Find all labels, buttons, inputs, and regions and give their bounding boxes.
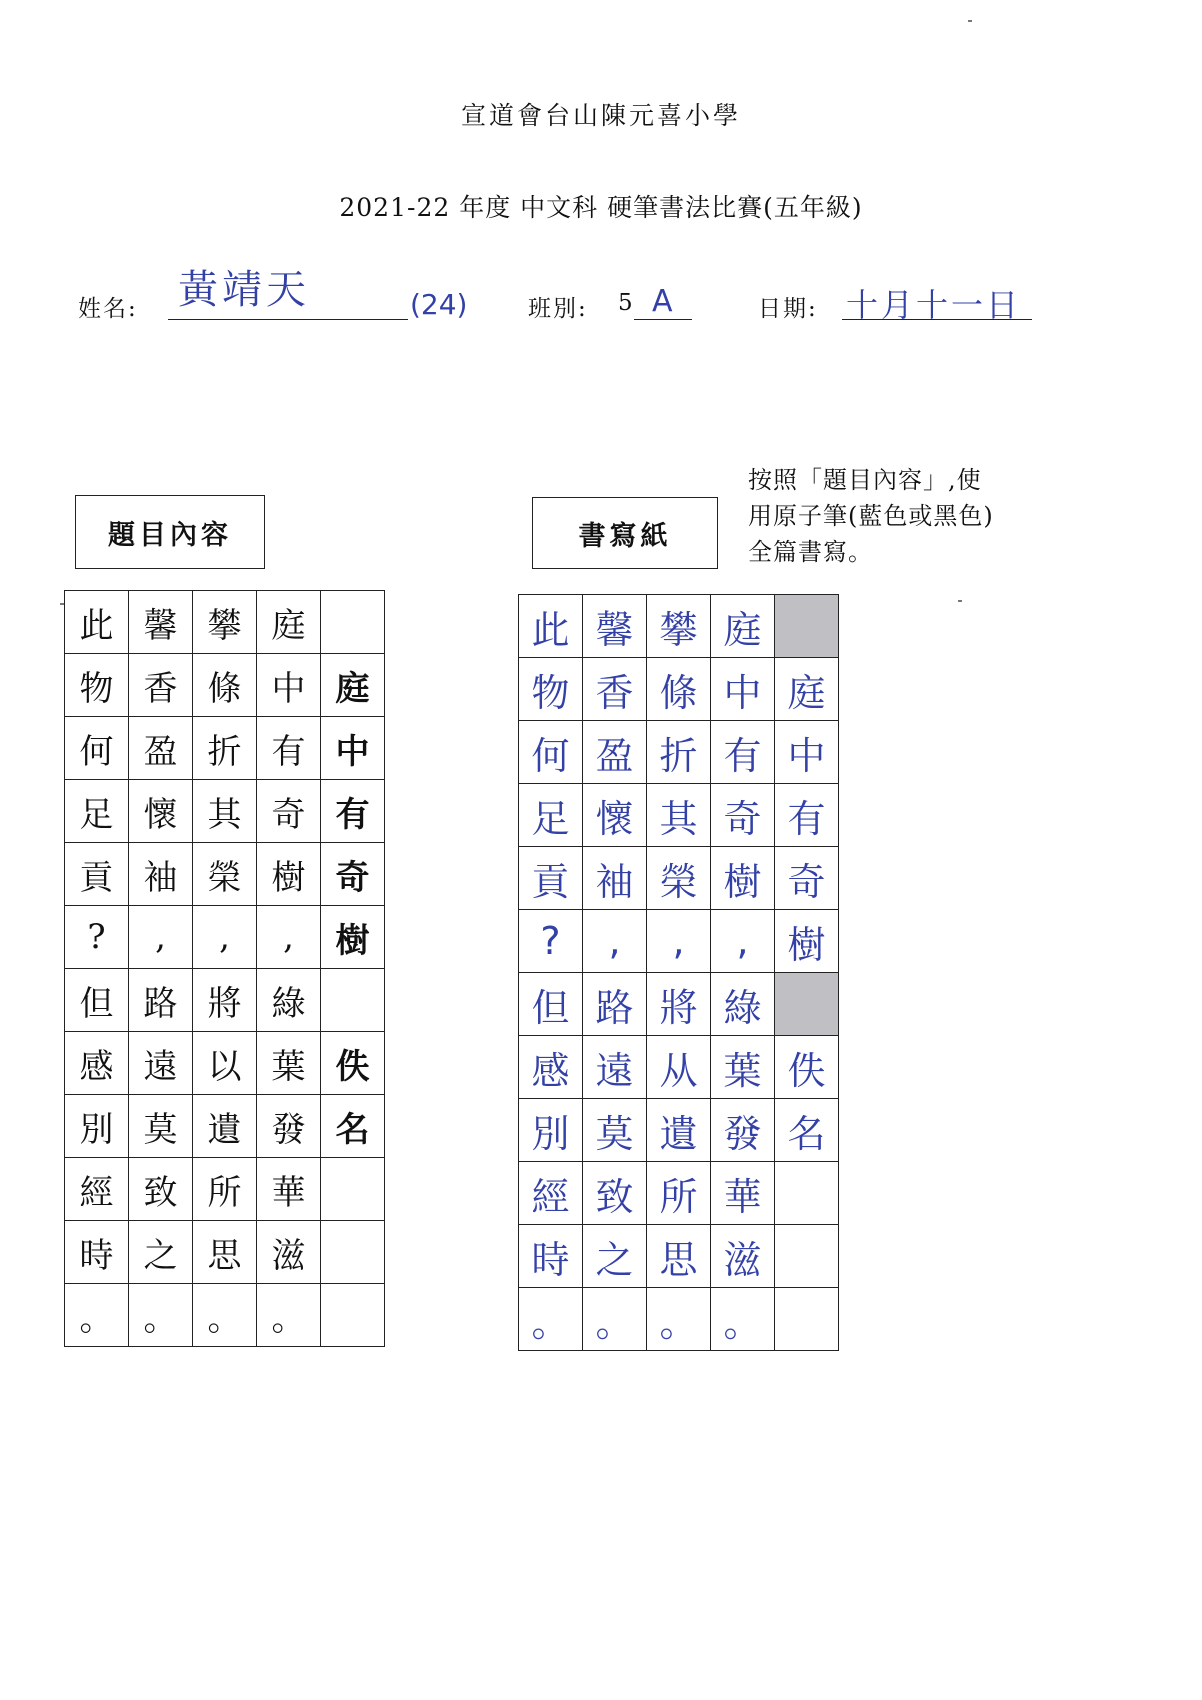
grid-cell: 。	[65, 1284, 129, 1347]
grid-cell	[775, 973, 839, 1036]
grid-cell: ,	[711, 910, 775, 973]
grid-cell: 。	[129, 1284, 193, 1347]
grid-cell: 榮	[193, 843, 257, 906]
grid-cell: 攀	[193, 591, 257, 654]
grid-row	[65, 717, 385, 780]
grid-row	[65, 591, 385, 654]
grid-cell: 將	[647, 973, 711, 1036]
school-name: 宣道會台山陳元喜小學	[460, 101, 741, 130]
grid-cell: 。	[647, 1288, 711, 1351]
grid-cell: 奇	[775, 847, 839, 910]
grid-row	[519, 1288, 839, 1351]
grid-cell	[321, 1221, 385, 1284]
grid-cell: 有	[711, 721, 775, 784]
grid-cell: 條	[193, 654, 257, 717]
grid-cell: 香	[583, 658, 647, 721]
grid-cell: ,	[583, 910, 647, 973]
grid-cell: 但	[65, 969, 129, 1032]
grid-cell: 。	[257, 1284, 321, 1347]
scan-speck	[968, 20, 972, 22]
name-underline	[168, 319, 408, 320]
date-value: 十月十一日	[846, 286, 1022, 324]
instructions	[748, 462, 1088, 570]
grid-cell: 。	[519, 1288, 583, 1351]
grid-cell: 其	[647, 784, 711, 847]
class-value: A	[652, 284, 673, 319]
grid-row	[65, 1221, 385, 1284]
grid-row	[519, 784, 839, 847]
grid-cell: 袖	[129, 843, 193, 906]
grid-cell: 莫	[129, 1095, 193, 1158]
grid-cell: 盈	[129, 717, 193, 780]
writing-panel-label: 書寫紙	[532, 497, 718, 569]
grid-cell: 綠	[257, 969, 321, 1032]
grid-row	[65, 780, 385, 843]
grid-cell: 此	[65, 591, 129, 654]
grid-cell: 致	[129, 1158, 193, 1221]
grid-cell: 中	[257, 654, 321, 717]
grid-cell: 何	[519, 721, 583, 784]
grid-cell: 有	[775, 784, 839, 847]
grid-cell: 奇	[711, 784, 775, 847]
grid-cell: 路	[129, 969, 193, 1032]
grid-cell: 時	[519, 1225, 583, 1288]
grid-cell: 中	[711, 658, 775, 721]
handwriting-grid	[518, 594, 839, 1351]
grid-cell: 物	[519, 658, 583, 721]
class-number: (24)	[410, 288, 468, 321]
grid-cell: 其	[193, 780, 257, 843]
grid-cell: 遺	[193, 1095, 257, 1158]
grid-row	[65, 1158, 385, 1221]
grid-row	[65, 1095, 385, 1158]
grid-cell: 經	[65, 1158, 129, 1221]
grid-cell	[775, 1225, 839, 1288]
grid-cell: 之	[129, 1221, 193, 1284]
grid-cell: ,	[129, 906, 193, 969]
instruction-line: 全篇書寫。	[748, 538, 873, 566]
grid-cell: 足	[65, 780, 129, 843]
grid-cell: 中	[321, 717, 385, 780]
grid-cell: 綠	[711, 973, 775, 1036]
grid-cell: 遠	[129, 1032, 193, 1095]
grid-cell: 之	[583, 1225, 647, 1288]
grid-row	[65, 906, 385, 969]
grid-cell: 莫	[583, 1099, 647, 1162]
grid-row	[519, 595, 839, 658]
model-panel-label: 題目內容	[75, 495, 265, 569]
grid-cell: 致	[583, 1162, 647, 1225]
grid-cell: 何	[65, 717, 129, 780]
grid-cell: 貢	[519, 847, 583, 910]
grid-row	[65, 969, 385, 1032]
grid-cell	[321, 591, 385, 654]
grid-row	[519, 973, 839, 1036]
class-grade: 5	[618, 290, 635, 316]
grid-row	[519, 658, 839, 721]
grid-cell: 發	[711, 1099, 775, 1162]
grid-row	[519, 721, 839, 784]
grid-cell: 物	[65, 654, 129, 717]
contest-title: 2021-22 年度 中文科 硬筆書法比賽(五年級)	[339, 193, 863, 222]
grid-cell: ,	[257, 906, 321, 969]
grid-cell: 此	[519, 595, 583, 658]
grid-cell	[321, 1284, 385, 1347]
grid-cell: 庭	[257, 591, 321, 654]
grid-cell: 華	[257, 1158, 321, 1221]
class-label: 班別:	[528, 296, 588, 322]
grid-cell: 貢	[65, 843, 129, 906]
grid-cell: 奇	[257, 780, 321, 843]
grid-cell: 時	[65, 1221, 129, 1284]
grid-cell: 但	[519, 973, 583, 1036]
grid-cell: 遺	[647, 1099, 711, 1162]
grid-cell: 別	[65, 1095, 129, 1158]
grid-cell: 名	[775, 1099, 839, 1162]
grid-row	[519, 847, 839, 910]
grid-cell: 思	[193, 1221, 257, 1284]
scan-speck	[958, 600, 962, 602]
grid-cell: 馨	[129, 591, 193, 654]
grid-cell: 樹	[257, 843, 321, 906]
scan-speck	[60, 603, 64, 605]
grid-cell	[321, 1158, 385, 1221]
grid-row	[519, 1036, 839, 1099]
grid-cell: 樹	[775, 910, 839, 973]
grid-cell: 經	[519, 1162, 583, 1225]
grid-cell	[321, 969, 385, 1032]
grid-cell: 懷	[129, 780, 193, 843]
grid-cell: 懷	[583, 784, 647, 847]
grid-cell: 所	[193, 1158, 257, 1221]
grid-row	[519, 1099, 839, 1162]
grid-cell: 華	[711, 1162, 775, 1225]
grid-cell: 名	[321, 1095, 385, 1158]
grid-cell: 葉	[257, 1032, 321, 1095]
grid-cell: 別	[519, 1099, 583, 1162]
grid-cell: ?	[65, 906, 129, 969]
grid-cell: 有	[257, 717, 321, 780]
grid-cell: 攀	[647, 595, 711, 658]
grid-cell: 庭	[321, 654, 385, 717]
grid-cell: 馨	[583, 595, 647, 658]
grid-cell: 榮	[647, 847, 711, 910]
grid-cell: 奇	[321, 843, 385, 906]
grid-cell: 思	[647, 1225, 711, 1288]
grid-cell	[775, 1162, 839, 1225]
date-label: 日期:	[758, 296, 818, 322]
grid-cell: ,	[193, 906, 257, 969]
instruction-line: 用原子筆(藍色或黑色)	[748, 502, 994, 530]
grid-cell: 滋	[711, 1225, 775, 1288]
grid-row	[65, 843, 385, 906]
grid-cell: 佚	[321, 1032, 385, 1095]
grid-cell: 盈	[583, 721, 647, 784]
grid-cell: 滋	[257, 1221, 321, 1284]
grid-cell: 感	[65, 1032, 129, 1095]
grid-cell: 樹	[321, 906, 385, 969]
grid-cell: 遠	[583, 1036, 647, 1099]
grid-cell: 香	[129, 654, 193, 717]
grid-cell: 佚	[775, 1036, 839, 1099]
grid-cell: 以	[193, 1032, 257, 1095]
grid-cell: 發	[257, 1095, 321, 1158]
grid-cell: 樹	[711, 847, 775, 910]
grid-cell: 條	[647, 658, 711, 721]
instruction-line: 按照「題目內容」,使	[748, 466, 982, 494]
grid-cell: ,	[647, 910, 711, 973]
grid-cell: 折	[193, 717, 257, 780]
grid-row	[65, 654, 385, 717]
name-value: 黃靖天	[178, 267, 310, 313]
grid-row	[65, 1284, 385, 1347]
grid-row	[519, 1225, 839, 1288]
grid-cell: 庭	[711, 595, 775, 658]
grid-cell: ?	[519, 910, 583, 973]
grid-cell: 袖	[583, 847, 647, 910]
grid-cell: 路	[583, 973, 647, 1036]
grid-cell: 中	[775, 721, 839, 784]
grid-cell: 感	[519, 1036, 583, 1099]
grid-cell	[775, 595, 839, 658]
model-text-grid	[64, 590, 385, 1347]
grid-cell: 从	[647, 1036, 711, 1099]
grid-cell: 庭	[775, 658, 839, 721]
grid-cell: 。	[193, 1284, 257, 1347]
grid-row	[65, 1032, 385, 1095]
grid-row	[519, 910, 839, 973]
grid-cell: 折	[647, 721, 711, 784]
grid-cell: 所	[647, 1162, 711, 1225]
grid-cell: 葉	[711, 1036, 775, 1099]
grid-cell: 將	[193, 969, 257, 1032]
grid-cell: 。	[583, 1288, 647, 1351]
class-underline	[634, 319, 692, 320]
grid-cell: 。	[711, 1288, 775, 1351]
grid-cell	[775, 1288, 839, 1351]
grid-row	[519, 1162, 839, 1225]
grid-cell: 足	[519, 784, 583, 847]
grid-cell: 有	[321, 780, 385, 843]
name-label: 姓名:	[78, 296, 138, 322]
